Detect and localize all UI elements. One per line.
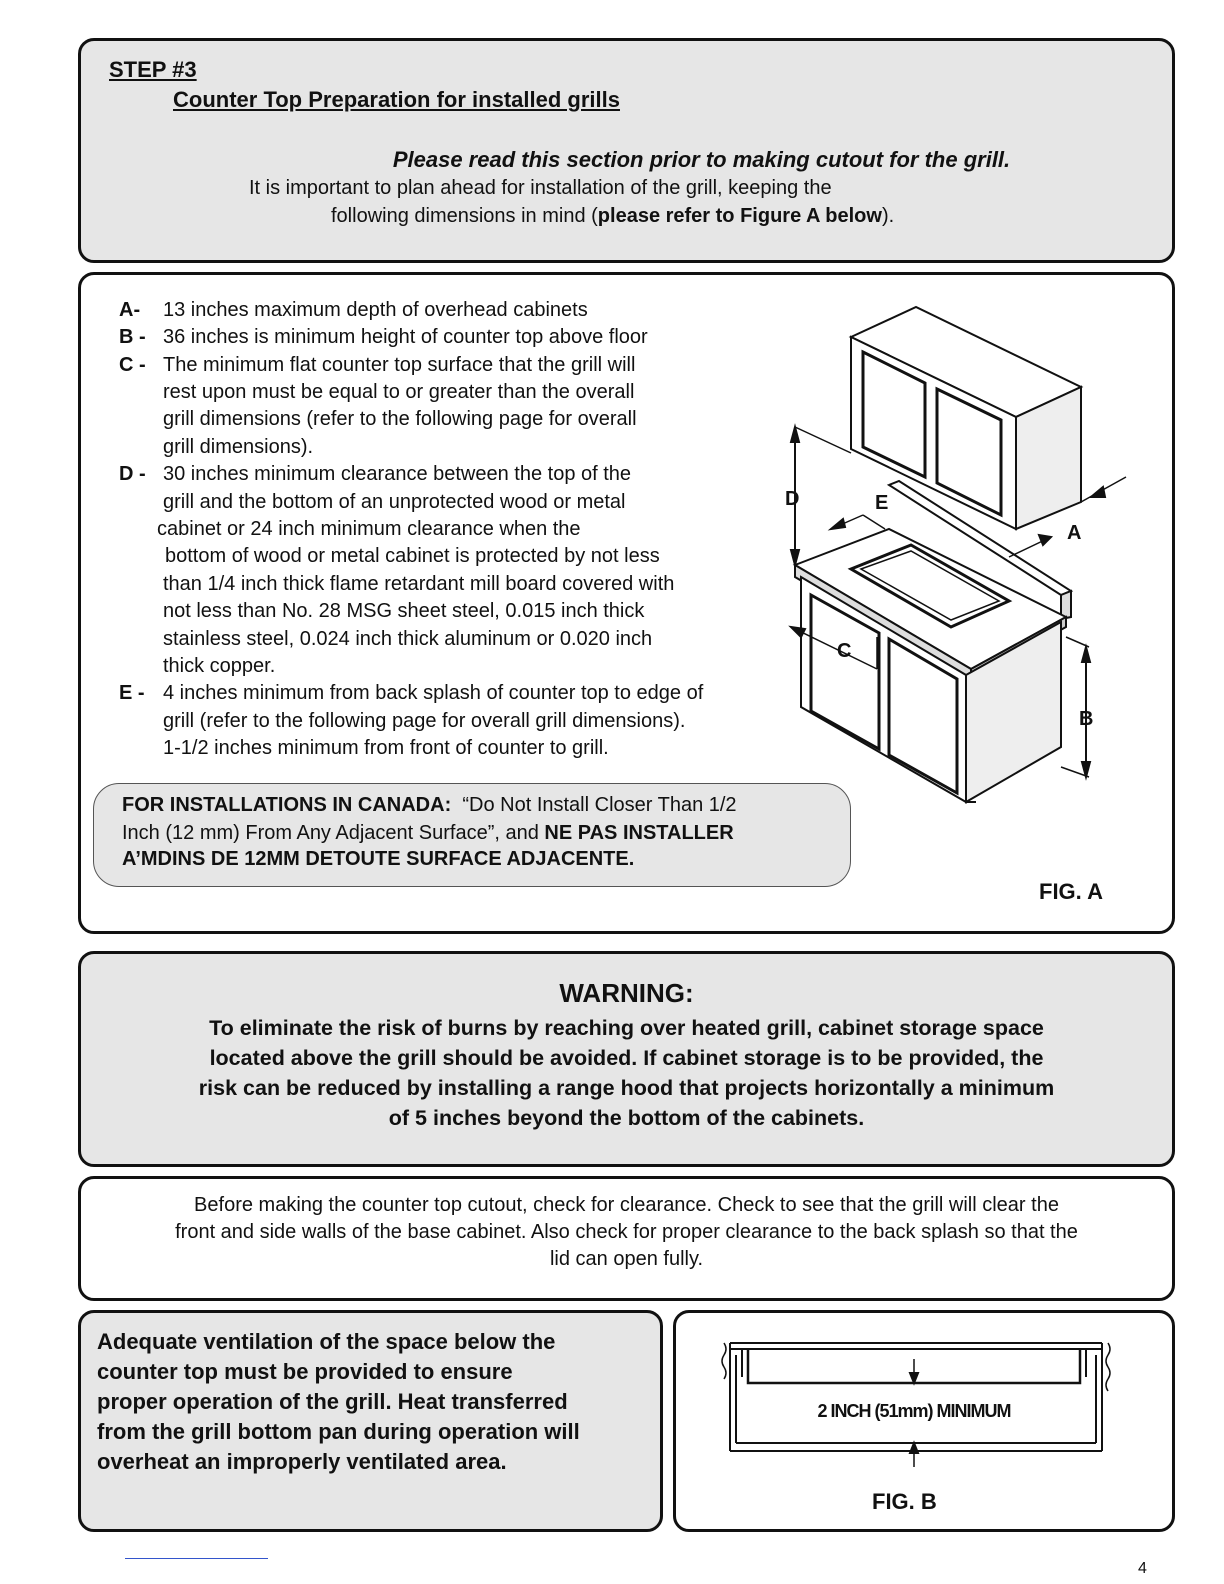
dimension-b (119, 324, 648, 351)
dimension-e-line: grill (refer to the following page for overall grill dimensions). (163, 710, 686, 732)
clearance-line: lid can open fully. (549, 1248, 704, 1270)
dimension-e-line: 1-1/2 inches minimum from front of counter to grill. (163, 737, 609, 759)
dimension-d-line: 30 inches minimum clearance between the top of the (163, 463, 632, 485)
step-intro-emphasis: Please read this section prior to making cutout for the grill. (392, 147, 1011, 172)
warning-title: WARNING: (559, 978, 694, 1008)
ventilation-line: proper operation of the grill. Heat transferred (97, 1389, 568, 1414)
ventilation-line: Adequate ventilation of the space below the (97, 1329, 556, 1354)
warning-section (78, 951, 1175, 1167)
dimension-d-line: grill and the bottom of an unprotected wood or metal (163, 491, 626, 513)
dimension-d-line: not less than No. 28 MSG sheet steel, 0.015 inch thick (163, 600, 645, 622)
dimension-c-line: grill dimensions (refer to the following page for overall (163, 408, 637, 430)
dimension-a-letter: A- (119, 299, 141, 321)
canada-line-3: A’MDINS DE 12MM DETOUTE SURFACE ADJACENTE. (122, 848, 635, 870)
step-intro-line-1: It is important to plan ahead for installation of the grill, keeping the (249, 177, 832, 199)
figure-b-clearance-diagram (716, 1333, 1156, 1473)
ventilation-line: from the grill bottom pan during operation will (97, 1419, 580, 1444)
figure-b-label: FIG. B (872, 1489, 937, 1514)
figure-b-section (673, 1310, 1175, 1532)
step-intro-line-2-pre: following dimensions in mind ( (331, 205, 598, 227)
dimensions-section (78, 272, 1175, 934)
dimension-c-line: The minimum flat counter top surface that the grill will (163, 354, 636, 376)
ventilation-section (78, 1310, 663, 1532)
clearance-line: Before making the counter top cutout, check for clearance. Check to see that the grill will clear the (194, 1194, 1059, 1216)
dimension-d-letter-wrap (119, 461, 163, 488)
dimension-e-line: 4 inches minimum from back splash of counter top to edge of (163, 682, 704, 704)
warning-line: of 5 inches beyond the bottom of the cabinets. (388, 1106, 865, 1130)
dimension-b-letter: B - (119, 326, 146, 348)
dimension-d-line: stainless steel, 0.024 inch thick aluminum or 0.020 inch (163, 628, 653, 650)
step-section (78, 38, 1175, 263)
step-intro-line-2 (331, 205, 894, 228)
canada-notice (93, 783, 851, 887)
ventilation-line: counter top must be provided to ensure (97, 1359, 513, 1384)
dimension-d-letter: D - (119, 463, 146, 485)
figure-a-letter-b: B (1079, 708, 1094, 730)
figure-a-cabinet-diagram (781, 297, 1151, 817)
figure-b-dimension-text: 2 INCH (51mm) MINIMUM (817, 1401, 1011, 1421)
figure-a-letter-a: A (1067, 522, 1082, 544)
dimension-a (119, 297, 588, 324)
ventilation-line: overheat an improperly ventilated area. (97, 1449, 507, 1474)
dimension-e-letter: E - (119, 682, 145, 704)
canada-quote-1: “Do Not Install Closer Than 1/2 (462, 794, 737, 816)
dimension-c-line: rest upon must be equal to or greater than the overall (163, 381, 635, 403)
dimension-d-line: cabinet or 24 inch minimum clearance when the (157, 518, 581, 540)
dimension-d-line: bottom of wood or metal cabinet is protected by not less (165, 545, 660, 567)
canada-line-1 (122, 794, 737, 817)
dimension-d-line: than 1/4 inch thick flame retardant mill board covered with (163, 573, 675, 595)
warning-line: risk can be reduced by installing a range hood that projects horizontally a minimum (198, 1076, 1055, 1100)
dimension-a-text: 13 inches maximum depth of overhead cabinets (163, 299, 588, 321)
warning-line: To eliminate the risk of burns by reaching over heated grill, cabinet storage space (209, 1016, 1044, 1040)
step-subtitle: Counter Top Preparation for installed grills (173, 87, 620, 112)
warning-line: located above the grill should be avoided. If cabinet storage is to be provided, the (209, 1046, 1044, 1070)
dimension-e-letter-wrap (119, 680, 163, 707)
figure-a-reference: please refer to Figure A below (597, 205, 882, 227)
dimension-c-letter: C - (119, 354, 146, 376)
dimension-d-line: thick copper. (163, 655, 276, 677)
step-title: STEP #3 (109, 57, 197, 82)
canada-line-2-text: Inch (12 mm) From Any Adjacent Surface”, and (122, 822, 545, 844)
figure-a-label: FIG. A (1039, 879, 1103, 904)
canada-line-2 (122, 822, 734, 845)
step-intro-line-2-post: ). (881, 205, 895, 227)
page-number: 4 (1138, 1560, 1147, 1577)
clearance-line: front and side walls of the base cabinet. Also check for proper clearance to the back splash so that the (175, 1221, 1078, 1243)
footer-link-underline (125, 1558, 268, 1559)
dimension-c-line: grill dimensions). (163, 436, 314, 458)
figure-a-letter-c: C (837, 640, 852, 662)
canada-label: FOR INSTALLATIONS IN CANADA: (122, 794, 452, 816)
figure-a-letter-e: E (875, 492, 889, 514)
canada-line-2-bold: NE PAS INSTALLER (544, 822, 734, 844)
figure-a-letter-d: D (785, 488, 800, 510)
dimension-c-letter-wrap (119, 352, 163, 379)
dimension-b-text: 36 inches is minimum height of counter top above floor (163, 326, 648, 348)
clearance-check-section (78, 1176, 1175, 1301)
